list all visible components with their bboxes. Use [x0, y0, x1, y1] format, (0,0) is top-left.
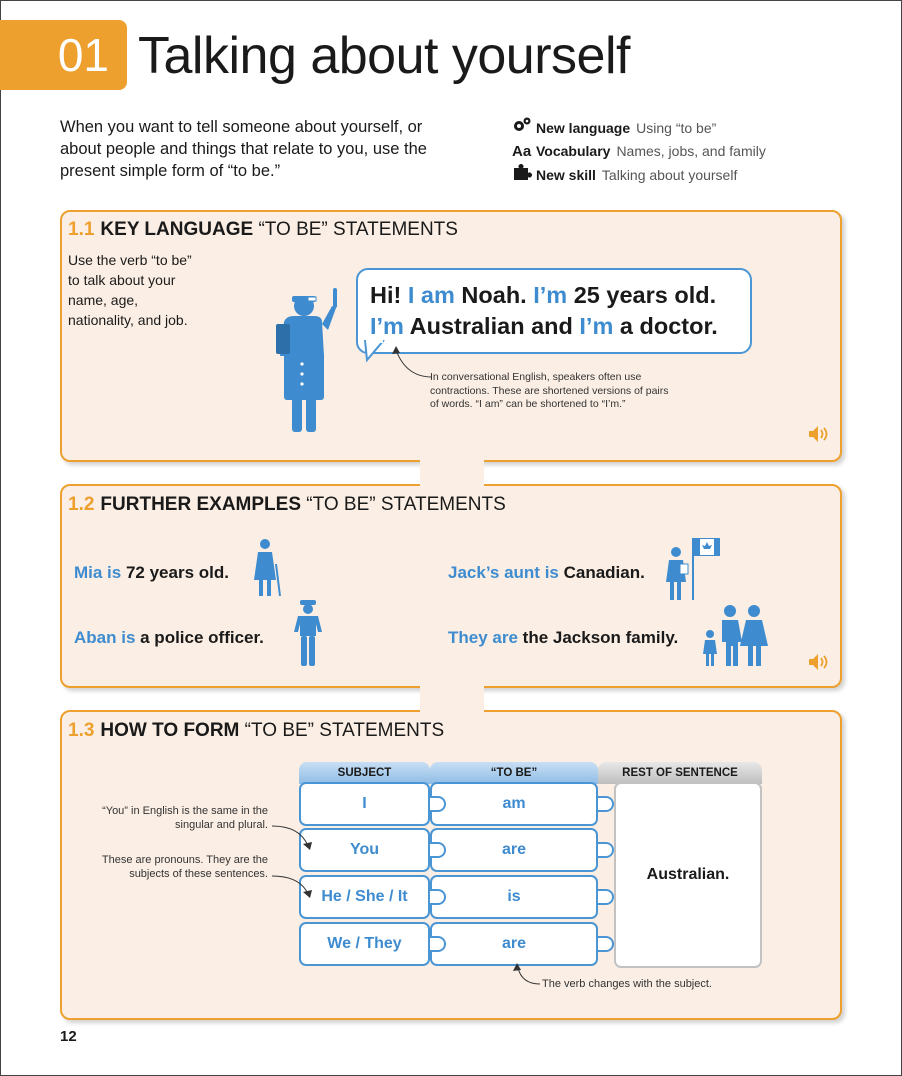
speaker-icon[interactable]: [808, 425, 830, 447]
pronouns-note: These are pronouns. They are the subjects of these sentences.: [101, 854, 268, 880]
verb-cell: is: [430, 875, 598, 919]
meta-value: Names, jobs, and family: [616, 143, 766, 159]
column-header-subject: SUBJECT: [299, 762, 430, 784]
chapter-title: Talking about yourself: [138, 27, 630, 85]
puzzle-knob: [598, 889, 614, 905]
bubble-segment: I’m: [533, 282, 568, 308]
meta-key: New skill: [536, 167, 596, 183]
you-note: “You” in English is the same in the singular and plural.: [102, 805, 268, 831]
puzzle-knob: [430, 936, 446, 952]
section-keyword: KEY LANGUAGE: [100, 219, 254, 240]
meta-vocabulary: [512, 140, 766, 163]
bubble-segment: 25 years old.: [567, 282, 717, 308]
vocabulary-icon: Aa: [512, 143, 532, 160]
example-sentence: Mia is 72 years old.: [74, 563, 229, 582]
verb-note-arrow: [508, 962, 544, 992]
section-title: [68, 494, 506, 516]
elderly-woman-icon: [250, 538, 284, 598]
you-note-arrow: [270, 822, 314, 852]
section-description: Use the verb “to be” to talk about your name, age, nationality, and job.: [68, 252, 192, 328]
bubble-line-2: [370, 311, 738, 342]
example-sentence: Aban is a police officer.: [74, 628, 264, 647]
verb-cell: are: [430, 922, 598, 966]
meta-key: Vocabulary: [536, 143, 611, 159]
section-number: 1.2: [68, 494, 95, 515]
rest-of-sentence-cell: Australian.: [614, 782, 762, 968]
puzzle-knob: [598, 842, 614, 858]
page-number: 12: [60, 1028, 77, 1045]
chapter-number: 01: [0, 20, 127, 90]
police-officer-icon: [292, 598, 324, 668]
subject-cell: You: [299, 828, 430, 872]
section-subtitle: “TO BE” STATEMENTS: [244, 720, 445, 741]
bubble-segment: Noah.: [454, 282, 534, 308]
connector-cover: [420, 458, 484, 488]
verb-note: The verb changes with the subject.: [542, 978, 712, 990]
puzzle-knob: [430, 796, 446, 812]
example-sentence: They are the Jackson family.: [448, 628, 679, 647]
speech-bubble: [356, 268, 752, 354]
verb-cell: am: [430, 782, 598, 826]
gears-icon: [512, 117, 536, 140]
section-keyword: FURTHER EXAMPLES: [100, 494, 301, 515]
meta-new-language: [512, 117, 766, 140]
bubble-segment: a doctor.: [613, 313, 718, 339]
puzzle-knob: [598, 796, 614, 812]
family-icon: [702, 604, 772, 668]
bubble-segment: I’m: [370, 313, 404, 339]
puzzle-icon: [512, 163, 536, 188]
subject-cell: We / They: [299, 922, 430, 966]
speaker-icon[interactable]: [808, 653, 830, 675]
woman-with-canada-flag-icon: [660, 534, 724, 604]
pronouns-note-arrow: [270, 870, 314, 900]
bubble-segment: I am: [407, 282, 455, 308]
section-title: [68, 219, 458, 241]
intro-text: When you want to tell someone about yourself, or about people and things that relate to you, use the present simple form of “to be.”: [60, 118, 427, 180]
doctor-figure: [272, 282, 344, 434]
bubble-segment: I’m: [579, 313, 614, 339]
example-sentence: Jack’s aunt is Canadian.: [448, 563, 645, 582]
subject-cell: I: [299, 782, 430, 826]
section-keyword: HOW TO FORM: [100, 720, 240, 741]
puzzle-knob: [430, 842, 446, 858]
section-title: [68, 720, 444, 742]
section-number: 1.3: [68, 720, 95, 741]
connector-cover: [420, 684, 484, 714]
meta-list: [512, 117, 766, 188]
verb-cell: are: [430, 828, 598, 872]
puzzle-knob: [598, 936, 614, 952]
section-subtitle: “TO BE” STATEMENTS: [258, 219, 458, 240]
bubble-segment: Hi!: [370, 282, 408, 308]
column-header-rest: REST OF SENTENCE: [598, 762, 762, 784]
contraction-note: In conversational English, speakers often use contractions. These are shortened versions of pairs of words. “I am” can be shortened to “I’m.”: [430, 371, 669, 410]
column-header-to-be: “TO BE”: [430, 762, 598, 784]
meta-value: Talking about yourself: [601, 167, 738, 183]
bubble-segment: Australian and: [403, 313, 580, 339]
puzzle-knob: [430, 889, 446, 905]
meta-key: New language: [536, 120, 631, 136]
section-number: 1.1: [68, 219, 95, 240]
meta-new-skill: [512, 163, 766, 188]
bubble-line-1: [370, 280, 738, 311]
bubble-tail: [362, 340, 386, 364]
meta-value: Using “to be”: [636, 120, 717, 136]
section-subtitle: “TO BE” STATEMENTS: [306, 494, 506, 515]
subject-cell: He / She / It: [299, 875, 430, 919]
